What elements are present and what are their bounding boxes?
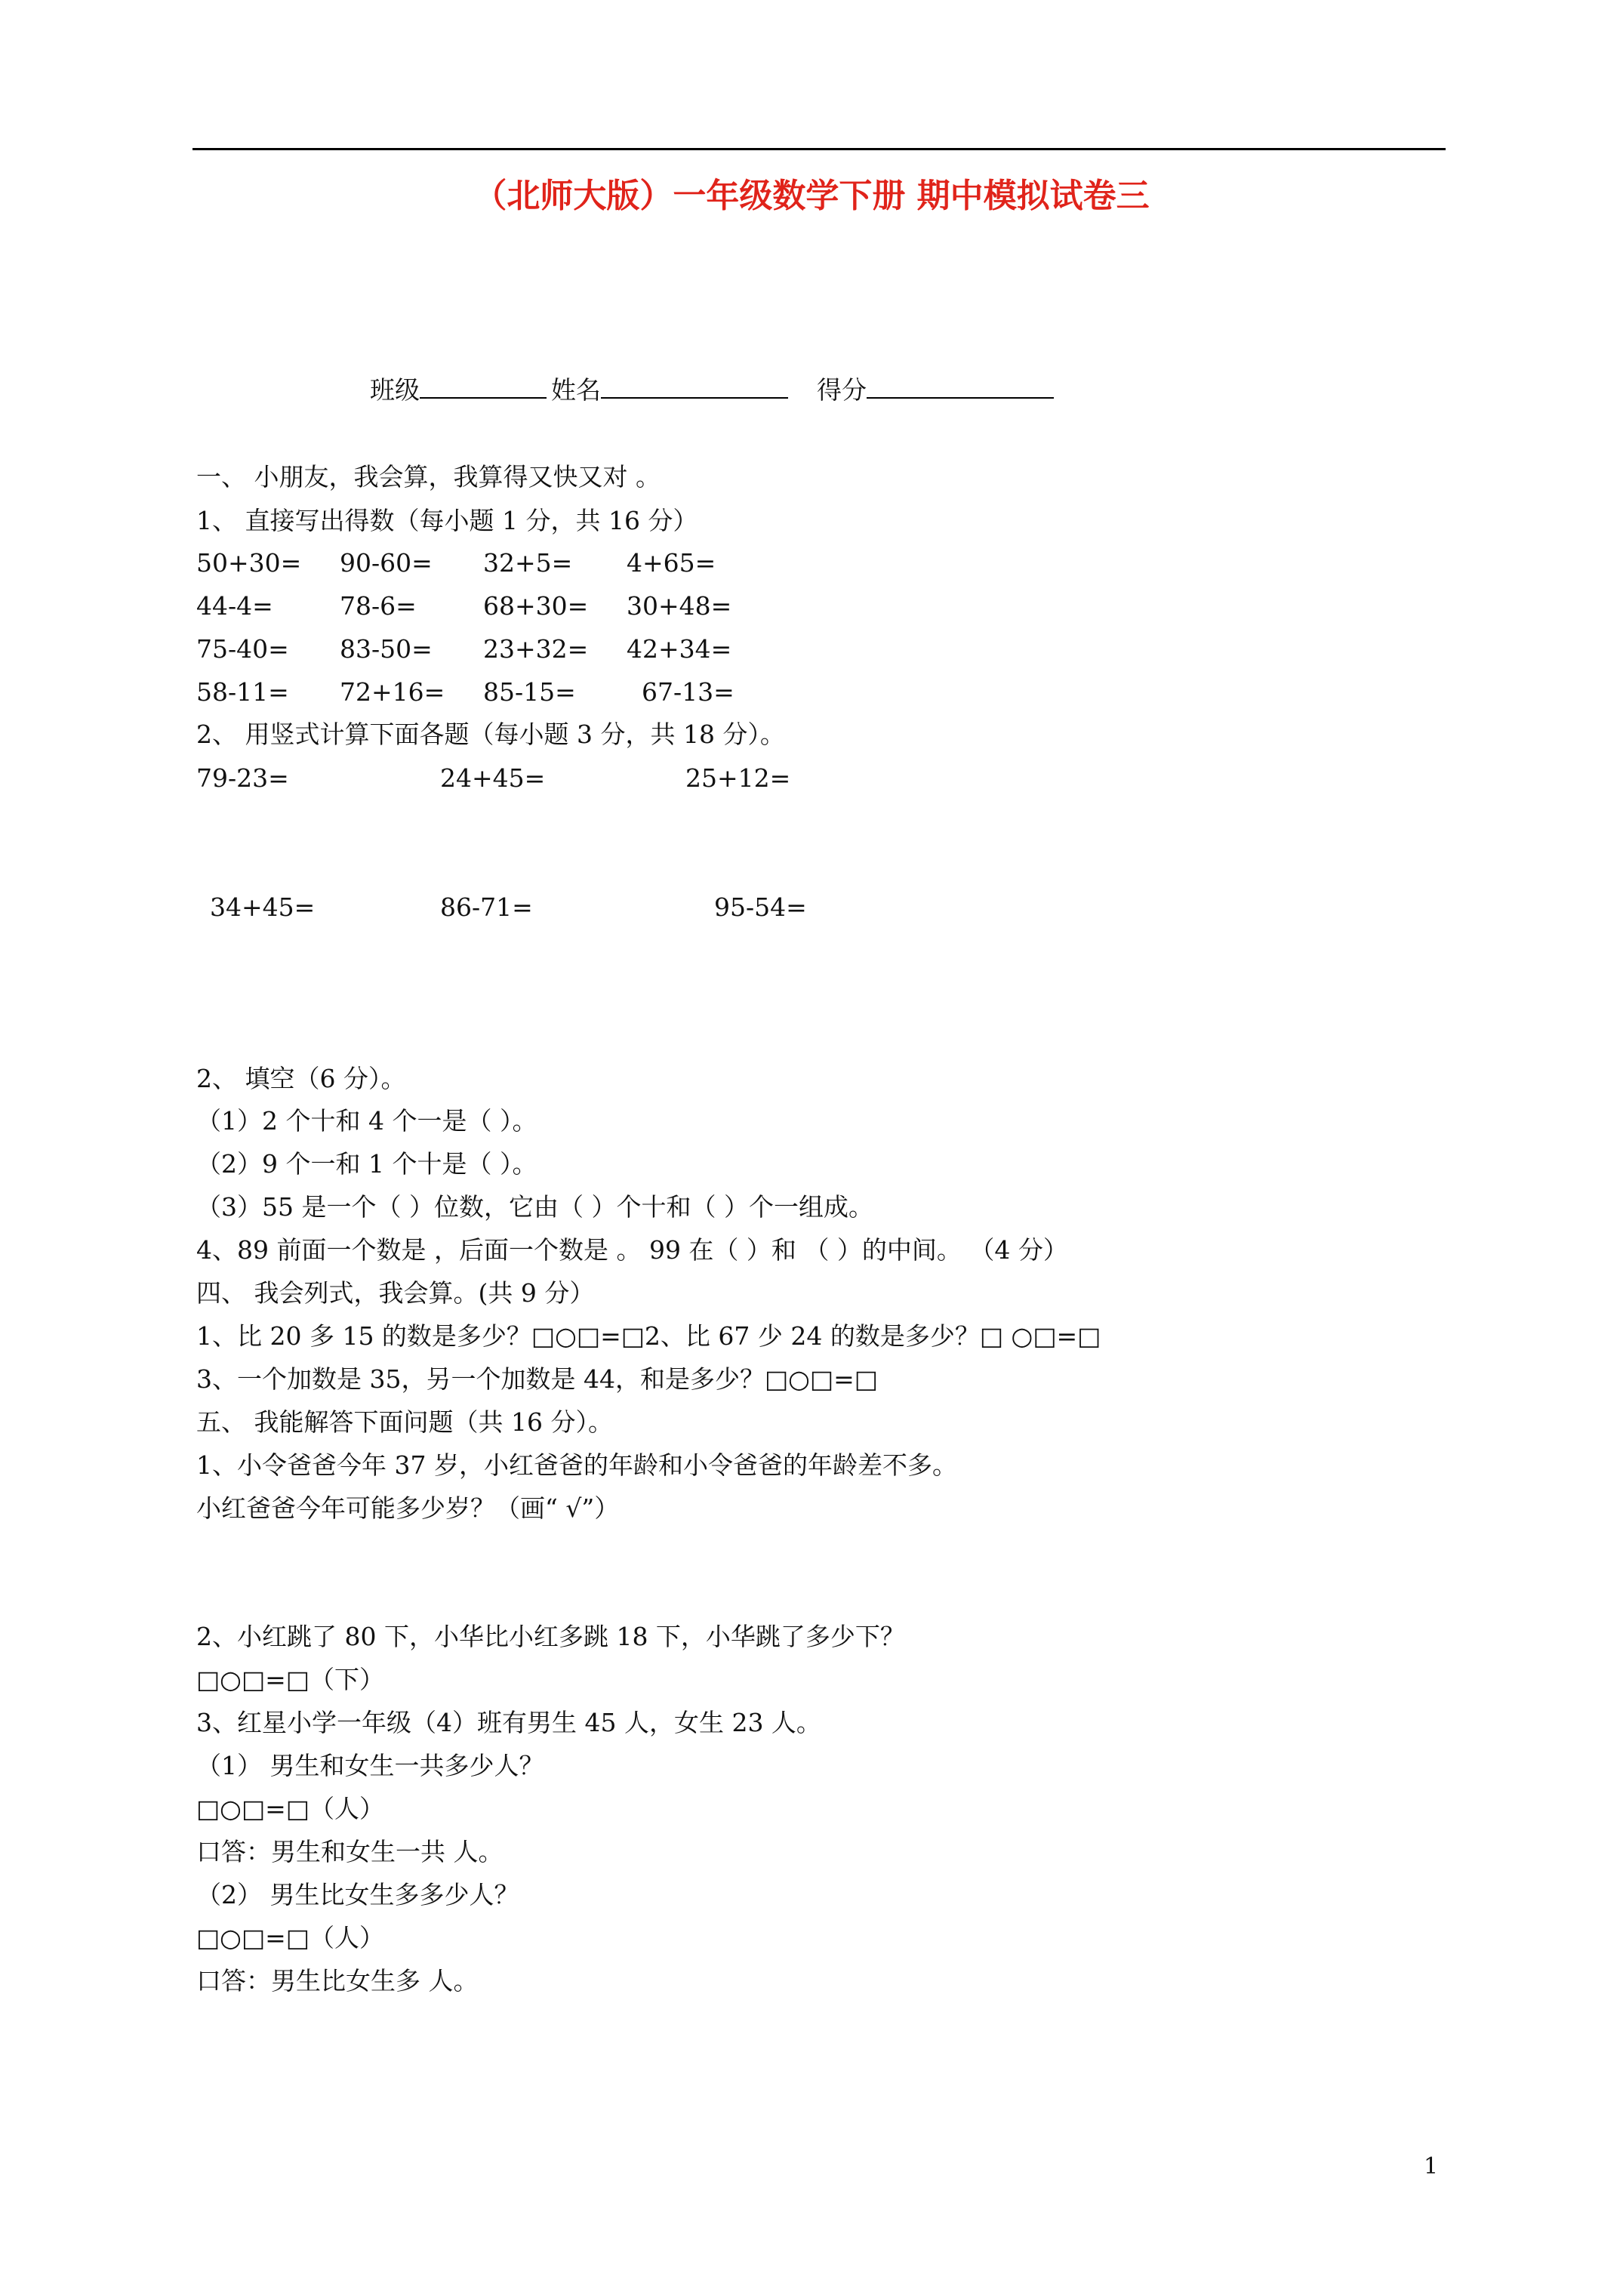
oral-item: 83-50= [340,634,433,664]
section-5-question-3-part-1-equation: □○□=□（人） [196,1794,384,1823]
section-5-question-2: 2、小红跳了 80 下，小华比小红多跳 18 下，小华跳了多少下？ [196,1622,905,1651]
section-5-question-3-part-1-answer: 口答：男生和女生一共 人。 [196,1837,504,1866]
section-5-question-1-prompt: 小红爸爸今年可能多少岁？（画“ √”） [196,1493,620,1523]
section-5-question-3-part-2-answer: 口答：男生比女生多 人。 [196,1966,479,1996]
vertical-item: 25+12= [685,763,791,793]
oral-item: 68+30= [483,591,589,621]
oral-item: 32+5= [483,548,573,578]
document-title: （北师大版）一年级数学下册 期中模拟试卷三 [473,177,1150,215]
top-rule [192,148,1446,150]
class-blank[interactable] [420,374,547,399]
score-label: 得分 [817,375,867,405]
name-blank[interactable] [601,374,788,399]
vertical-item: 79-23= [196,763,289,793]
section-5-question-3-part-2-equation: □○□=□（人） [196,1923,384,1952]
section-5-question-1: 1、小令爸爸今年 37 岁，小红爸爸的年龄和小令爸爸的年龄差不多。 [196,1450,957,1480]
score-field [817,374,1054,405]
name-label: 姓名 [551,375,601,405]
section-5-title: 五、 我能解答下面问题（共 16 分）。 [196,1407,613,1437]
section-5-question-3-part-2: （2） 男生比女生多多少人？ [196,1880,519,1909]
section-4-question-1: 1、比 20 多 15 的数是多少？□○□=□2、比 67 少 24 的数是多少？□ ○□=□ [196,1321,1101,1351]
oral-item: 30+48= [627,591,732,621]
question-2-title: 2、 用竖式计算下面各题（每小题 3 分，共 18 分）。 [196,720,785,749]
vertical-item: 95-54= [714,892,807,922]
vertical-item: 34+45= [210,892,316,922]
oral-item: 58-11= [196,677,289,707]
oral-item: 44-4= [196,591,273,621]
section-5-question-3: 3、红星小学一年级（4）班有男生 45 人，女生 23 人。 [196,1708,821,1737]
fill-title: 2、 填空（6 分）。 [196,1064,406,1093]
vertical-item: 86-71= [440,892,533,922]
oral-item: 72+16= [340,677,445,707]
oral-item: 67-13= [642,677,735,707]
oral-item: 85-15= [483,677,576,707]
oral-item: 75-40= [196,634,289,664]
oral-item: 50+30= [196,548,302,578]
fill-item-3: （3）55 是一个（ ）位数，它由（ ）个十和（ ）个一组成。 [196,1192,873,1222]
question-1-title: 1、 直接写出得数（每小题 1 分，共 16 分） [196,506,698,535]
fill-item-1: （1）2 个十和 4 个一是（ ）。 [196,1106,537,1136]
oral-item: 42+34= [627,634,732,664]
class-field [370,374,547,405]
score-blank[interactable] [867,374,1054,399]
name-field [551,374,788,405]
section-1-title: 一、 小朋友，我会算，我算得又快又对 。 [196,462,661,492]
page-number: 1 [1424,2153,1439,2180]
fill-item-2: （2）9 个一和 1 个十是（ ）。 [196,1149,537,1179]
section-4-title: 四、 我会列式，我会算。(共 9 分） [196,1278,595,1308]
oral-item: 23+32= [483,634,589,664]
class-label: 班级 [370,375,420,405]
section-5-question-2-equation: □○□=□（下） [196,1665,384,1694]
section-4-question-3: 3、一个加数是 35，另一个加数是 44，和是多少？□○□=□ [196,1364,878,1394]
question-4: 4、89 前面一个数是 ，后面一个数是 。 99 在（ ）和 （ ）的中间。 （4 分） [196,1235,1068,1265]
oral-item: 78-6= [340,591,417,621]
oral-item: 90-60= [340,548,433,578]
section-5-question-3-part-1: （1） 男生和女生一共多少人？ [196,1751,544,1780]
oral-item: 4+65= [627,548,716,578]
vertical-item: 24+45= [440,763,546,793]
